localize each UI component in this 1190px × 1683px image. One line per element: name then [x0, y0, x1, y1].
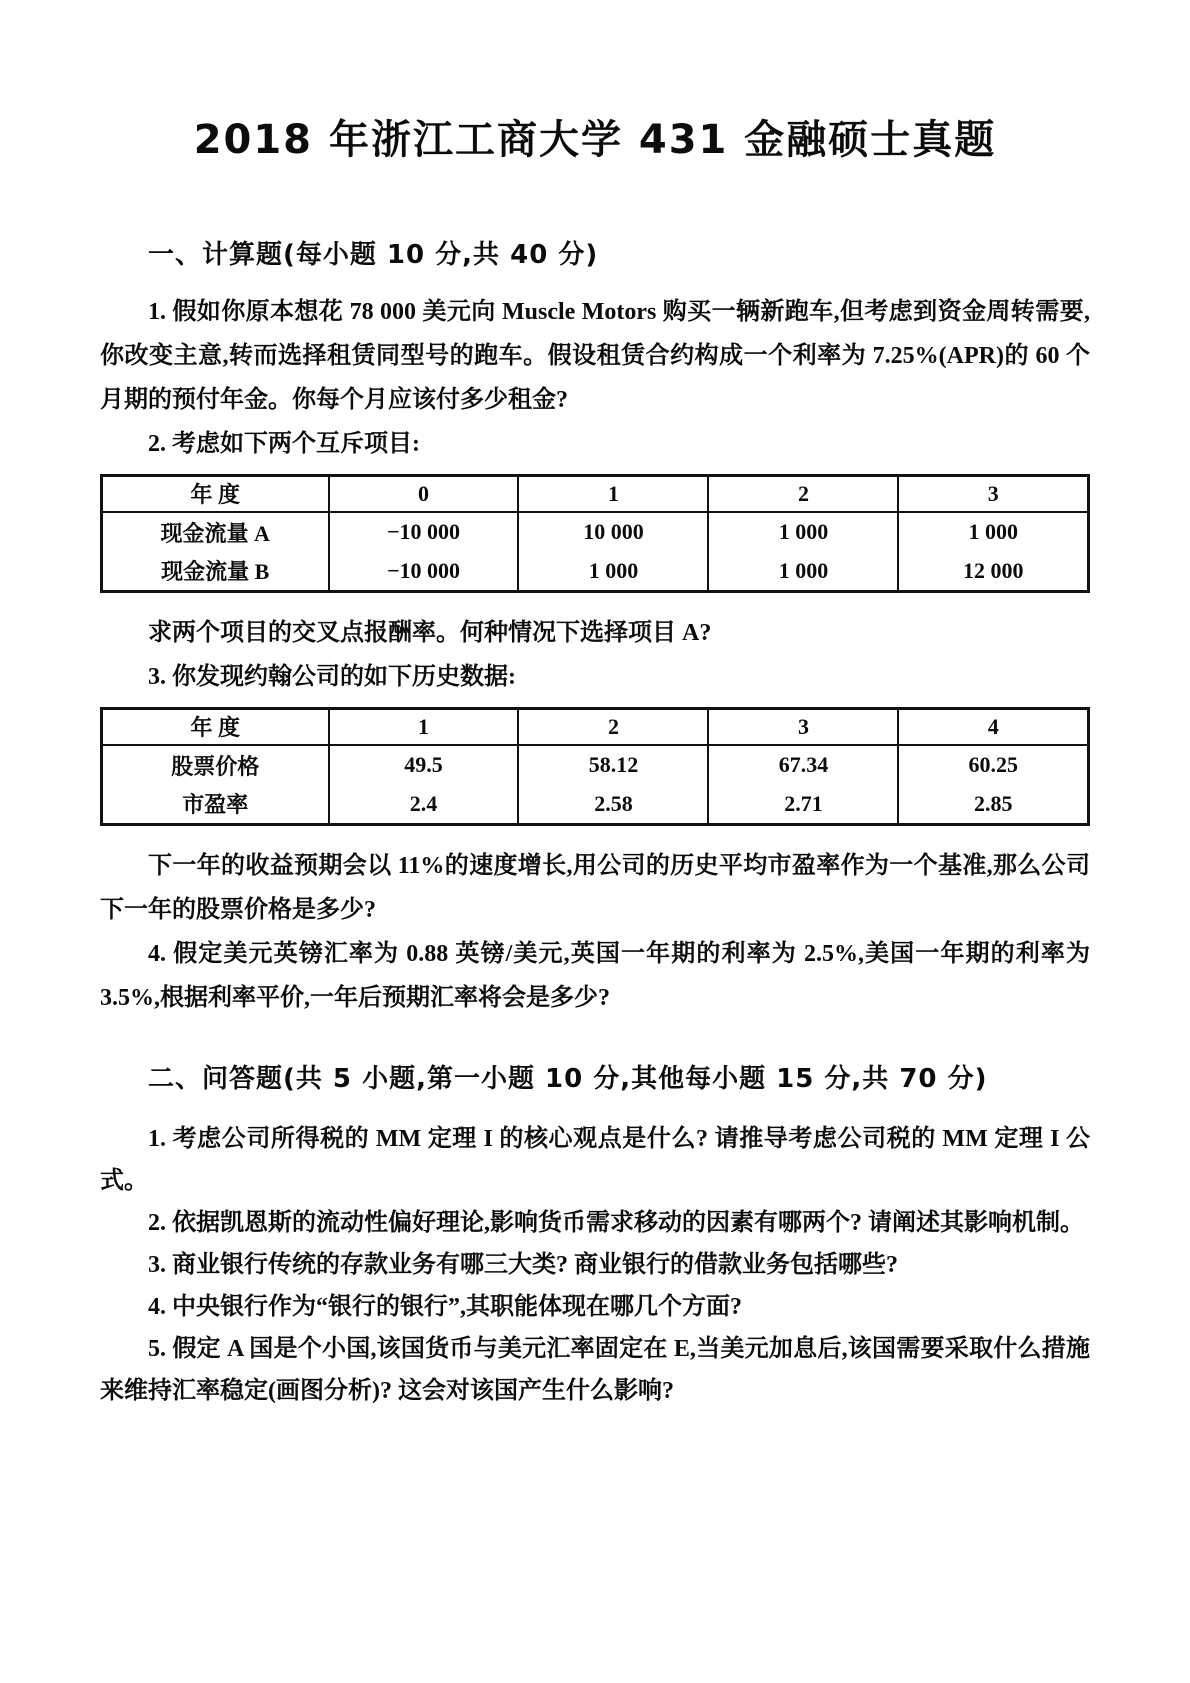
row-label: 现金流量 B: [102, 552, 329, 592]
table-cell: 1 000: [518, 552, 708, 592]
table-cell: −10 000: [329, 512, 519, 552]
table-cell: 2.58: [518, 785, 708, 825]
header-cell: 2: [708, 476, 898, 512]
table-cell: 2.71: [708, 785, 898, 825]
table-row: [102, 785, 1089, 825]
table-cell: 67.34: [708, 745, 898, 785]
header-cell: 4: [898, 709, 1088, 745]
stock-history-table: [100, 707, 1090, 826]
table-cell: 1 000: [708, 552, 898, 592]
header-cell-year: 年 度: [102, 476, 329, 512]
cashflow-table: [100, 474, 1090, 593]
question-1-3-followup: 下一年的收益预期会以 11%的速度增长,用公司的历史平均市盈率作为一个基准,那么公司下一年的股票价格是多少?: [100, 853, 1090, 923]
table-cell: 2.85: [898, 785, 1088, 825]
table-row: [102, 552, 1089, 592]
row-label: 现金流量 A: [102, 512, 329, 552]
header-cell: 1: [518, 476, 708, 512]
page-title: 2018 年浙江工商大学 431 金融硕士真题: [193, 117, 997, 163]
table-cell: 12 000: [898, 552, 1088, 592]
table-cell: 60.25: [898, 745, 1088, 785]
header-cell: 2: [518, 709, 708, 745]
table-cell: 58.12: [518, 745, 708, 785]
table-cell: 10 000: [518, 512, 708, 552]
row-label: 市盈率: [102, 785, 329, 825]
header-cell: 1: [329, 709, 519, 745]
question-1-3: 3. 你发现约翰公司的如下历史数据:: [148, 664, 516, 690]
table-cell: −10 000: [329, 552, 519, 592]
question-2-1: 1. 考虑公司所得税的 MM 定理 I 的核心观点是什么? 请推导考虑公司税的 MM 定理 I 公式。: [100, 1126, 1090, 1194]
header-cell: 3: [708, 709, 898, 745]
section-essay: [100, 1062, 1090, 1412]
header-cell: 3: [898, 476, 1088, 512]
section2-heading: 二、问答题(共 5 小题,第一小题 10 分,其他每小题 15 分,共 70 分): [148, 1064, 988, 1094]
header-cell: 0: [329, 476, 519, 512]
question-1-2-followup: 求两个项目的交叉点报酬率。何种情况下选择项目 A?: [148, 620, 712, 646]
question-1-2: 2. 考虑如下两个互斥项目:: [148, 431, 420, 457]
section-calculation: [100, 238, 1090, 1020]
table-cell: 49.5: [329, 745, 519, 785]
table-cell: 1 000: [898, 512, 1088, 552]
question-2-4: 4. 中央银行作为“银行的银行”,其职能体现在哪几个方面?: [148, 1294, 742, 1320]
question-2-5: 5. 假定 A 国是个小国,该国货币与美元汇率固定在 E,当美元加息后,该国需要采取什么措施来维持汇率稳定(画图分析)? 这会对该国产生什么影响?: [100, 1336, 1090, 1404]
row-label: 股票价格: [102, 745, 329, 785]
table-cell: 2.4: [329, 785, 519, 825]
table-header-row: [102, 709, 1089, 745]
question-1-1: 1. 假如你原本想花 78 000 美元向 Muscle Motors 购买一辆新跑车,但考虑到资金周转需要,你改变主意,转而选择租赁同型号的跑车。假设租赁合约构成一个利率为 7.25%(APR)的 60 个月期的预付年金。你每个月应该付多少租金?: [100, 299, 1090, 413]
question-2-3: 3. 商业银行传统的存款业务有哪三大类? 商业银行的借款业务包括哪些?: [148, 1252, 898, 1278]
header-cell-year: 年 度: [102, 709, 329, 745]
table-row: [102, 745, 1089, 785]
table-header-row: [102, 476, 1089, 512]
table-row: [102, 512, 1089, 552]
question-1-4: 4. 假定美元英镑汇率为 0.88 英镑/美元,英国一年期的利率为 2.5%,美国一年期的利率为 3.5%,根据利率平价,一年后预期汇率将会是多少?: [100, 941, 1090, 1011]
question-2-2: 2. 依据凯恩斯的流动性偏好理论,影响货币需求移动的因素有哪两个? 请阐述其影响机制。: [148, 1210, 1084, 1236]
table-cell: 1 000: [708, 512, 898, 552]
section1-heading: 一、计算题(每小题 10 分,共 40 分): [148, 240, 599, 270]
